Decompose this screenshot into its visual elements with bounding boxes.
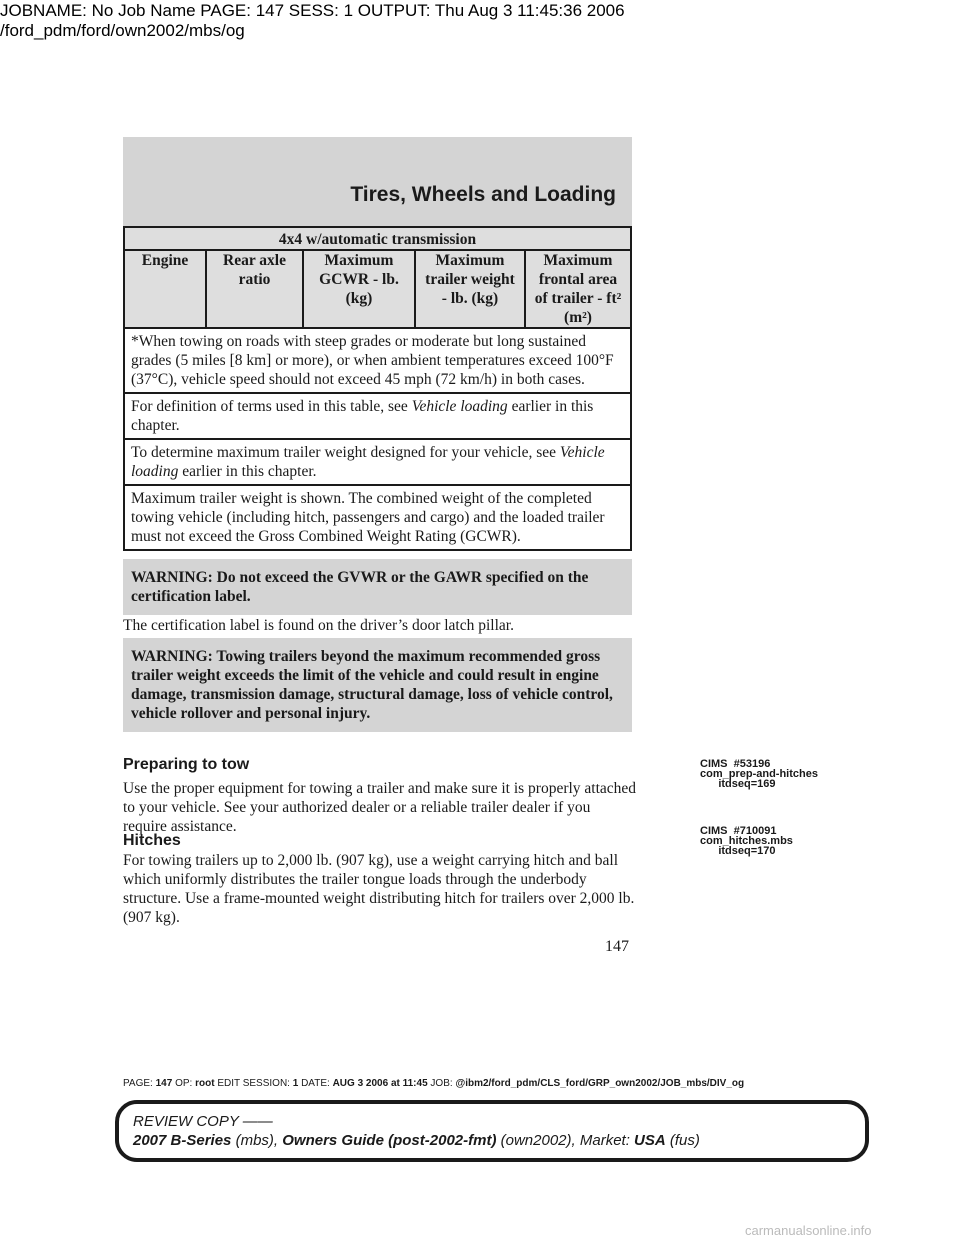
definition-suffix: earlier in this chapter. bbox=[131, 398, 594, 434]
job-footer bbox=[123, 1078, 744, 1089]
determine-note bbox=[124, 439, 631, 485]
watermark: carmanualsonline.info bbox=[745, 1223, 872, 1238]
table-header-row bbox=[124, 250, 631, 328]
table-title: 4x4 w/automatic transmission bbox=[124, 227, 631, 250]
job-line-2: /ford_pdm/ford/own2002/mbs/og bbox=[0, 21, 245, 40]
review-copy-label: REVIEW COPY —— bbox=[133, 1113, 273, 1130]
col-trailer-weight: Maximum trailer weight - lb. (kg) bbox=[415, 250, 525, 328]
footer-date-label: DATE: bbox=[301, 1078, 330, 1089]
footer-op-label: OP: bbox=[175, 1078, 193, 1089]
preparing-heading: Preparing to tow bbox=[123, 756, 250, 773]
footer-page-label: PAGE: bbox=[123, 1078, 153, 1089]
review-guide-code: (own2002) bbox=[500, 1132, 572, 1149]
footer-session-label: EDIT SESSION: bbox=[217, 1078, 290, 1089]
hitches-heading: Hitches bbox=[123, 832, 181, 849]
footer-job-label: JOB: bbox=[430, 1078, 453, 1089]
footer-session: 1 bbox=[292, 1078, 299, 1089]
cims-tag-2: CIMS #710091 com_hitches.mbs itdseq=170 bbox=[700, 825, 793, 857]
towing-note: *When towing on roads with steep grades or moderate but long sustained grades (5 miles [8 km] or more), or when ambient temperatures exceed 100°F (37°C), vehicle speed should not exceed 45 mph (72 km/h) in both cases. bbox=[124, 328, 631, 393]
determine-suffix: earlier in this chapter. bbox=[178, 463, 317, 480]
definition-prefix: For definition of terms used in this table, see bbox=[131, 398, 412, 415]
page-number: 147 bbox=[605, 938, 629, 955]
job-line-1: JOBNAME: No Job Name PAGE: 147 SESS: 1 OUTPUT: Thu Aug 3 11:45:36 2006 bbox=[0, 1, 625, 20]
section-title: Tires, Wheels and Loading bbox=[350, 183, 616, 206]
warning-towing: WARNING: Towing trailers beyond the maximum recommended gross trailer weight exceeds the limit of the vehicle and could result in engine damage, transmission damage, structural damage, loss of vehicle control, vehicle rollover and personal injury. bbox=[123, 638, 632, 732]
max-weight-note: Maximum trailer weight is shown. The combined weight of the completed towing vehicle (including hitch, passengers and cargo) and the loaded trailer must not exceed the Gross Combined Weight Rating (GCWR). bbox=[124, 485, 631, 550]
col-gcwr: Maximum GCWR - lb. (kg) bbox=[303, 250, 415, 328]
determine-prefix: To determine maximum trailer weight designed for your vehicle, see bbox=[131, 444, 560, 461]
review-guide: Owners Guide (post-2002-fmt) bbox=[282, 1132, 497, 1149]
review-model: 2007 B-Series bbox=[133, 1132, 232, 1149]
section-header-band bbox=[123, 137, 632, 227]
cims-tag-1: CIMS #53196 com_prep-and-hitches itdseq=169 bbox=[700, 758, 818, 790]
review-market-label: Market: bbox=[579, 1132, 630, 1149]
review-model-code: (mbs) bbox=[235, 1132, 274, 1149]
footer-job: @ibm2/ford_pdm/CLS_ford/GRP_own2002/JOB_mbs/DIV_og bbox=[455, 1078, 745, 1089]
footer-page: 147 bbox=[155, 1078, 173, 1089]
vehicle-loading-ref: Vehicle loading bbox=[411, 398, 508, 415]
towing-spec-table bbox=[123, 226, 632, 551]
warning-gvwr: WARNING: Do not exceed the GVWR or the GAWR specified on the certification label. bbox=[123, 559, 632, 615]
col-axle-ratio: Rear axle ratio bbox=[206, 250, 303, 328]
review-copy-box bbox=[115, 1100, 869, 1162]
footer-op: root bbox=[195, 1078, 215, 1089]
vehicle-loading-ref-2: Vehicle loading bbox=[131, 444, 605, 480]
review-market-code: (fus) bbox=[669, 1132, 700, 1149]
footer-date: AUG 3 2006 at 11:45 bbox=[332, 1078, 428, 1089]
definition-note bbox=[124, 393, 631, 439]
col-engine: Engine bbox=[124, 250, 206, 328]
preparing-body: Use the proper equipment for towing a trailer and make sure it is properly attached to your vehicle. See your authorized dealer or a reliable trailer dealer if you require assistance. bbox=[123, 780, 637, 835]
hitches-body: For towing trailers up to 2,000 lb. (907 kg), use a weight carrying hitch and ball which uniformly distributes the trailer tongue loads through the underbody structure. Use a frame-mounted weight distributing hitch for trailers over 2,000 lb. (907 kg). bbox=[123, 852, 635, 926]
frontal-area-label: Maximum frontal area of trailer - ft² (m²) bbox=[534, 252, 622, 326]
review-market: USA bbox=[634, 1132, 666, 1149]
review-copy-details: 2007 B-Series (mbs), Owners Guide (post-2002-fmt) (own2002), Market: USA (fus) bbox=[133, 1132, 700, 1149]
col-frontal-area bbox=[525, 250, 631, 328]
cert-label-text: The certification label is found on the driver’s door latch pillar. bbox=[123, 617, 514, 634]
